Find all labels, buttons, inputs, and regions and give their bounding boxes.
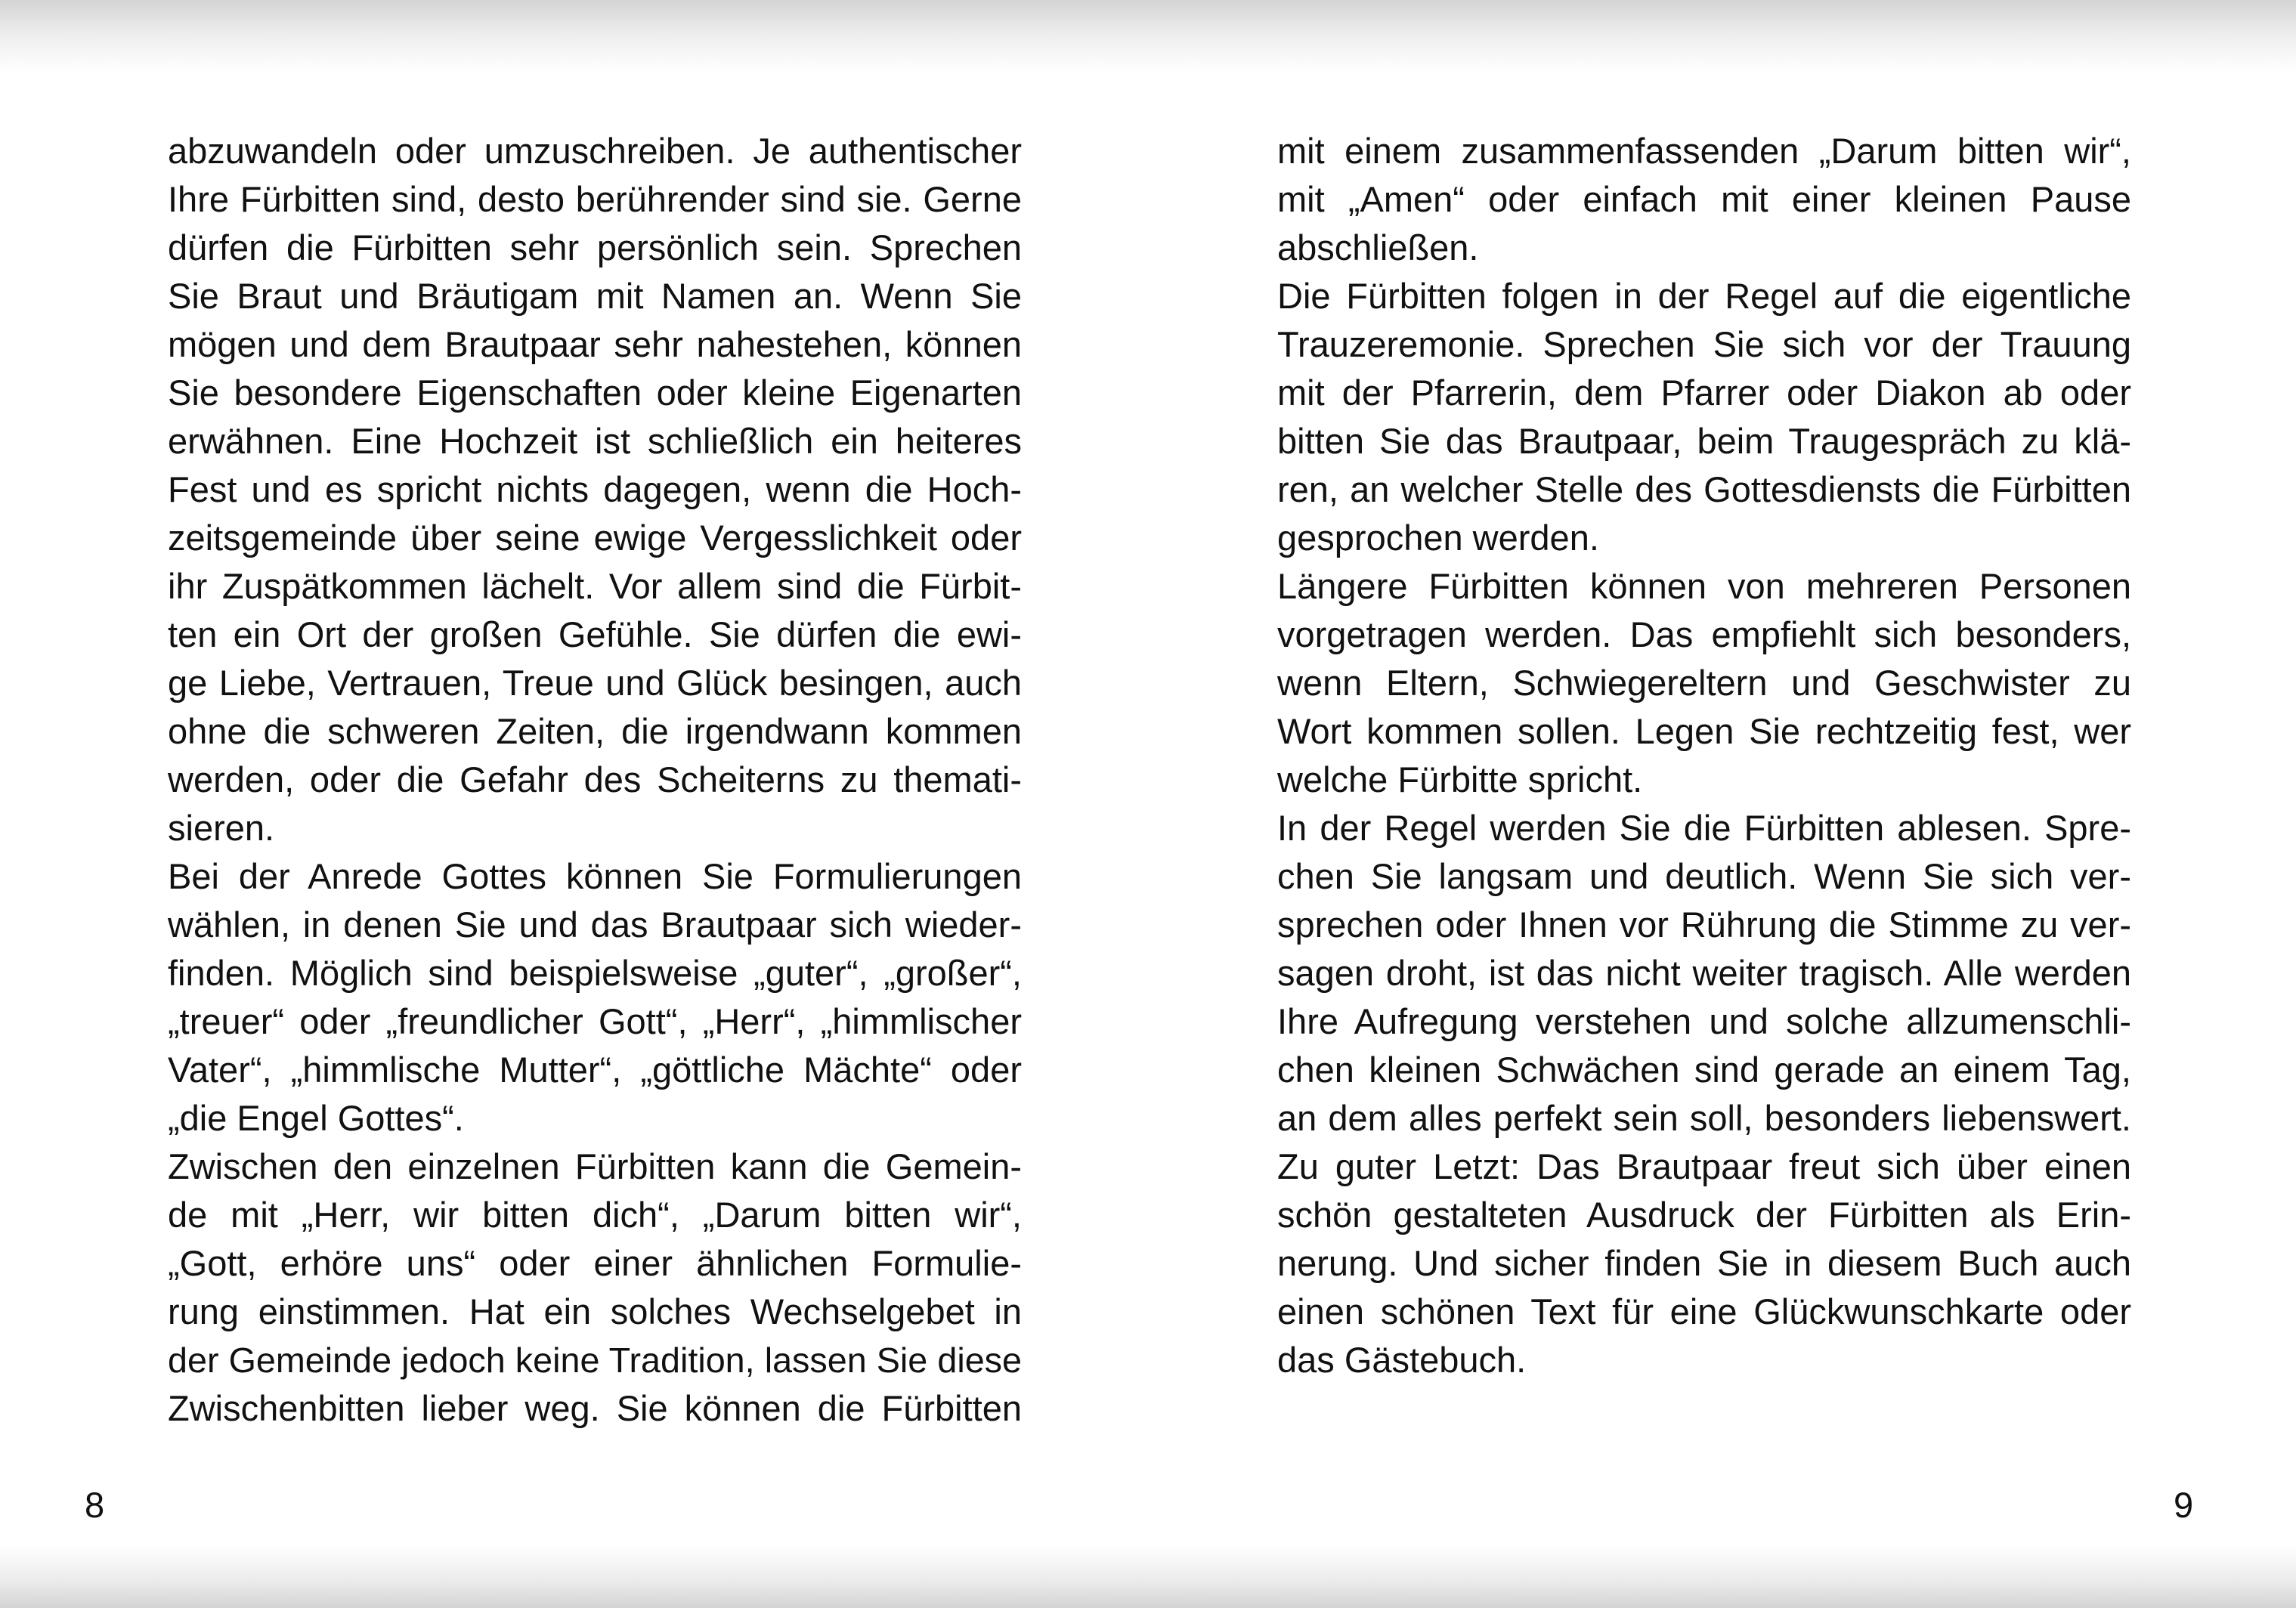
text-line: dürfen die Fürbitten sehr persönlich sein. Sprechen xyxy=(168,227,1022,267)
left-page-number: 8 xyxy=(85,1485,105,1525)
text-line: abschließen. xyxy=(1277,227,1479,267)
text-line: mit „Amen“ oder einfach mit einer kleinen Pause xyxy=(1277,179,2131,219)
text-line: gesprochen werden. xyxy=(1277,518,1599,558)
text-line: mögen und dem Brautpaar sehr nahestehen, können xyxy=(168,324,1022,364)
text-line: abzuwandeln oder umzuschreiben. Je authentischer xyxy=(168,131,1022,171)
text-line: nerung. Und sicher finden Sie in diesem Buch auch xyxy=(1277,1243,2131,1283)
right-page-text xyxy=(1277,127,2131,1384)
text-line: bitten Sie das Brautpaar, beim Traugespräch zu klä- xyxy=(1277,421,2131,461)
text-line: Sie besondere Eigenschaften oder kleine Eigenarten xyxy=(168,373,1022,413)
text-line: Sie Braut und Bräutigam mit Namen an. Wenn Sie xyxy=(168,276,1022,316)
text-line: werden, oder die Gefahr des Scheiterns zu themati- xyxy=(168,759,1022,799)
text-line: ge Liebe, Vertrauen, Treue und Glück besingen, auch xyxy=(168,663,1022,703)
text-line: sieren. xyxy=(168,808,275,848)
text-line: sprechen oder Ihnen vor Rührung die Stimme zu ver- xyxy=(1277,904,2131,945)
text-line: sagen droht, ist das nicht weiter tragisch. Alle werden xyxy=(1277,953,2131,993)
text-line: Zu guter Letzt: Das Brautpaar freut sich über einen xyxy=(1277,1146,2131,1186)
bottom-edge-shadow xyxy=(0,1545,2296,1608)
text-line: Bei der Anrede Gottes können Sie Formulierungen xyxy=(168,856,1022,896)
text-line: Fest und es spricht nichts dagegen, wenn die Hoch- xyxy=(168,469,1022,509)
text-line: Zwischen den einzelnen Fürbitten kann die Gemein- xyxy=(168,1146,1022,1186)
text-line: chen kleinen Schwächen sind gerade an einem Tag, xyxy=(1277,1050,2131,1090)
text-line: Trauzeremonie. Sprechen Sie sich vor der Trauung xyxy=(1277,324,2131,364)
text-line: Zwischenbitten lieber weg. Sie können die Fürbitten xyxy=(168,1388,1022,1428)
text-line: ohne die schweren Zeiten, die irgendwann kommen xyxy=(168,711,1022,751)
text-line: einen schönen Text für eine Glückwunschkarte oder xyxy=(1277,1291,2131,1331)
text-line: schön gestalteten Ausdruck der Fürbitten als Erin- xyxy=(1277,1195,2131,1235)
right-page-number: 9 xyxy=(2174,1485,2194,1525)
text-line: ihr Zuspätkommen lächelt. Vor allem sind die Fürbit- xyxy=(168,566,1022,606)
text-line: „die Engel Gottes“. xyxy=(168,1098,464,1138)
text-line: In der Regel werden Sie die Fürbitten ablesen. Spre- xyxy=(1277,808,2131,848)
text-line: zeitsgemeinde über seine ewige Vergesslichkeit oder xyxy=(168,518,1022,558)
text-line: Vater“, „himmlische Mutter“, „göttliche Mächte“ oder xyxy=(168,1050,1022,1090)
text-line: ren, an welcher Stelle des Gottesdiensts die Fürbitten xyxy=(1277,469,2131,509)
text-line: ten ein Ort der großen Gefühle. Sie dürfen die ewi- xyxy=(168,614,1022,654)
text-line: chen Sie langsam und deutlich. Wenn Sie sich ver- xyxy=(1277,856,2131,896)
text-line: wenn Eltern, Schwiegereltern und Geschwister zu xyxy=(1277,663,2131,703)
text-line: „Gott, erhöre uns“ oder einer ähnlichen Formulie- xyxy=(168,1243,1022,1283)
text-line: rung einstimmen. Hat ein solches Wechselgebet in xyxy=(168,1291,1022,1331)
left-page-text xyxy=(168,127,1022,1433)
text-line: vorgetragen werden. Das empfiehlt sich besonders, xyxy=(1277,614,2131,654)
text-line: welche Fürbitte spricht. xyxy=(1277,759,1643,799)
text-line: Wort kommen sollen. Legen Sie rechtzeitig fest, wer xyxy=(1277,711,2131,751)
text-line: das Gästebuch. xyxy=(1277,1340,1527,1380)
text-line: Ihre Aufregung verstehen und solche allzumenschli- xyxy=(1277,1001,2131,1041)
text-line: finden. Möglich sind beispielsweise „guter“, „großer“, xyxy=(168,953,1022,993)
text-line: „treuer“ oder „freundlicher Gott“, „Herr“, „himmlischer xyxy=(168,1001,1022,1041)
text-line: mit der Pfarrerin, dem Pfarrer oder Diakon ab oder xyxy=(1277,373,2131,413)
text-line: Längere Fürbitten können von mehreren Personen xyxy=(1277,566,2131,606)
text-line: Die Fürbitten folgen in der Regel auf die eigentliche xyxy=(1277,276,2131,316)
text-line: de mit „Herr, wir bitten dich“, „Darum bitten wir“, xyxy=(168,1195,1022,1235)
text-line: Ihre Fürbitten sind, desto berührender sind sie. Gerne xyxy=(168,179,1022,219)
text-line: an dem alles perfekt sein soll, besonders liebenswert. xyxy=(1277,1098,2131,1138)
text-line: der Gemeinde jedoch keine Tradition, lassen Sie diese xyxy=(168,1341,1022,1380)
text-line: wählen, in denen Sie und das Brautpaar sich wieder- xyxy=(168,904,1022,945)
text-line: erwähnen. Eine Hochzeit ist schließlich ein heiteres xyxy=(168,421,1022,461)
top-edge-shadow xyxy=(0,0,2296,72)
text-line: mit einem zusammenfassenden „Darum bitten wir“, xyxy=(1277,131,2131,171)
